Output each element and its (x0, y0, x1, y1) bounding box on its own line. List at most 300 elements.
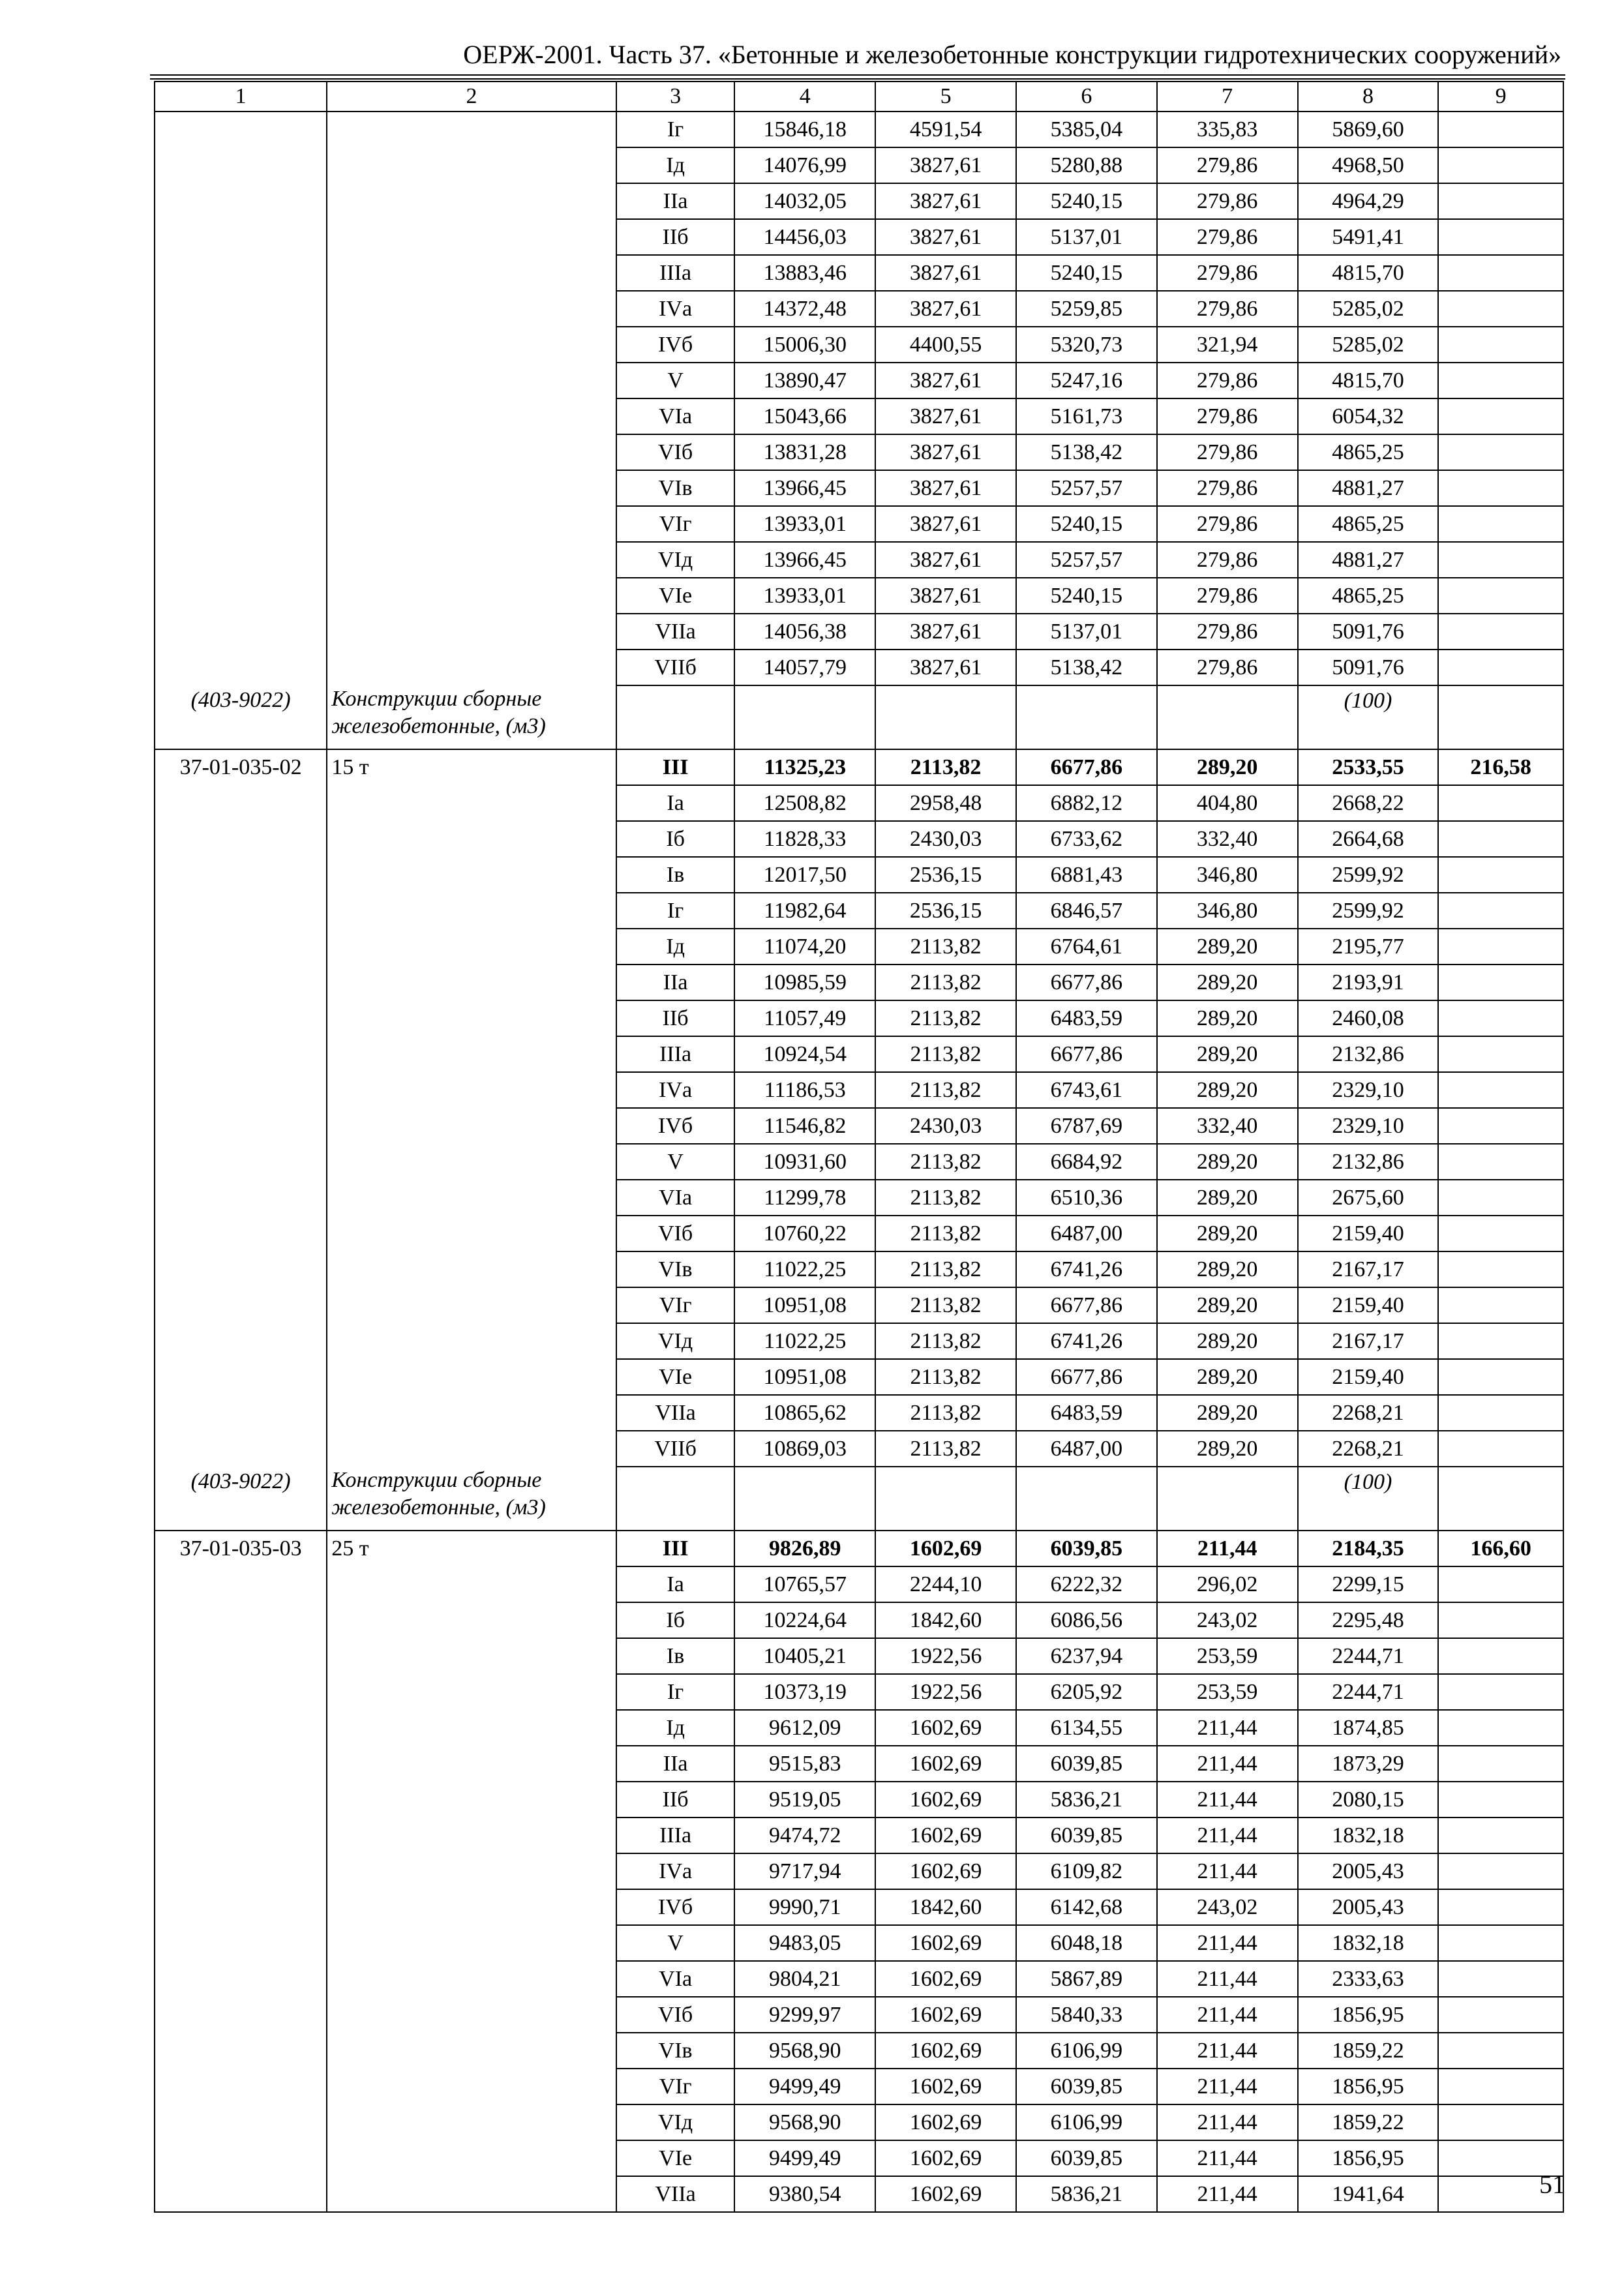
value-cell: 211,44 (1157, 1961, 1298, 1997)
item-code (155, 614, 327, 650)
zone-cell: VIв (616, 1251, 735, 1287)
value-cell: 1859,22 (1298, 2104, 1439, 2140)
value-cell: 211,44 (1157, 1925, 1298, 1961)
value-cell: 2132,86 (1298, 1144, 1439, 1180)
value-cell: 332,40 (1157, 821, 1298, 857)
value-cell: 2599,92 (1298, 893, 1439, 929)
value-cell: 9804,21 (734, 1961, 875, 1997)
value-cell: 10924,54 (734, 1036, 875, 1072)
col9-cell (1438, 1287, 1563, 1323)
item-name (327, 650, 616, 685)
col9-cell (1438, 650, 1563, 685)
value-cell: 6039,85 (1016, 1531, 1157, 1566)
item-code (155, 434, 327, 470)
item-code (155, 1144, 327, 1180)
item-code (155, 1108, 327, 1144)
table-row (155, 1036, 1563, 1072)
col9-cell (1438, 821, 1563, 857)
item-name (327, 327, 616, 363)
item-code (155, 1853, 327, 1889)
zone-cell: VIIа (616, 2176, 735, 2212)
value-cell: 3827,61 (875, 291, 1016, 327)
item-code (155, 542, 327, 578)
item-code (155, 1359, 327, 1395)
value-cell: 5240,15 (1016, 255, 1157, 291)
resource-quantity: (100) (1298, 1467, 1439, 1531)
value-cell: 14057,79 (734, 650, 875, 685)
item-name (327, 470, 616, 506)
item-code (155, 506, 327, 542)
col9-cell (1438, 578, 1563, 614)
value-cell: 2113,82 (875, 965, 1016, 1000)
item-code (155, 1395, 327, 1431)
col9-cell (1438, 398, 1563, 434)
value-cell: 2113,82 (875, 1431, 1016, 1467)
zone-cell: Iг (616, 1674, 735, 1710)
item-name (327, 1961, 616, 1997)
column-number-row (155, 82, 1563, 112)
value-cell: 6677,86 (1016, 965, 1157, 1000)
value-cell: 253,59 (1157, 1674, 1298, 1710)
value-cell: 6743,61 (1016, 1072, 1157, 1108)
value-cell: 14456,03 (734, 219, 875, 255)
resource-description: Конструкции сборные железобетонные, (м3) (327, 685, 616, 749)
value-cell: 9299,97 (734, 1997, 875, 2033)
item-code (155, 2069, 327, 2104)
item-name (327, 893, 616, 929)
value-cell: 1602,69 (875, 1818, 1016, 1853)
value-cell: 6487,00 (1016, 1216, 1157, 1251)
value-cell: 6677,86 (1016, 1036, 1157, 1072)
value-cell: 2430,03 (875, 821, 1016, 857)
value-cell: 11982,64 (734, 893, 875, 929)
zone-cell: Iб (616, 1602, 735, 1638)
col9-cell (1438, 1566, 1563, 1602)
value-cell: 279,86 (1157, 291, 1298, 327)
zone-cell: Iа (616, 1566, 735, 1602)
value-cell: 279,86 (1157, 578, 1298, 614)
item-name (327, 965, 616, 1000)
value-cell: 1602,69 (875, 2176, 1016, 2212)
value-cell: 6684,92 (1016, 1144, 1157, 1180)
item-code (155, 1889, 327, 1925)
column-header: 5 (875, 82, 1016, 112)
item-code (155, 2176, 327, 2212)
item-name (327, 147, 616, 183)
col9-cell: 166,60 (1438, 1531, 1563, 1566)
col9-cell (1438, 183, 1563, 219)
item-code (155, 327, 327, 363)
value-cell: 6881,43 (1016, 857, 1157, 893)
item-code (155, 1072, 327, 1108)
value-cell: 11057,49 (734, 1000, 875, 1036)
value-cell: 12017,50 (734, 857, 875, 893)
value-cell: 11546,82 (734, 1108, 875, 1144)
value-cell: 289,20 (1157, 749, 1298, 785)
table-row (155, 183, 1563, 219)
value-cell: 321,94 (1157, 327, 1298, 363)
value-cell: 289,20 (1157, 1000, 1298, 1036)
table-row (155, 1674, 1563, 1710)
col9-cell (1438, 1782, 1563, 1818)
value-cell: 2536,15 (875, 893, 1016, 929)
table-row (155, 650, 1563, 685)
document-title: ОЕРЖ-2001. Часть 37. «Бетонные и железобетонные конструкции гидротехнических сооружений» (463, 40, 1561, 69)
col9-cell (1438, 1997, 1563, 2033)
value-cell: 279,86 (1157, 363, 1298, 398)
value-cell: 9515,83 (734, 1746, 875, 1782)
value-cell: 1832,18 (1298, 1818, 1439, 1853)
column-header: 9 (1438, 82, 1563, 112)
zone-cell: V (616, 363, 735, 398)
value-cell: 6039,85 (1016, 2140, 1157, 2176)
value-cell: 2430,03 (875, 1108, 1016, 1144)
value-cell: 3827,61 (875, 542, 1016, 578)
value-cell: 10224,64 (734, 1602, 875, 1638)
value-cell: 2167,17 (1298, 1323, 1439, 1359)
item-code (155, 578, 327, 614)
value-cell: 279,86 (1157, 255, 1298, 291)
zone-cell: VIд (616, 542, 735, 578)
table-row (155, 1431, 1563, 1467)
value-cell: 6106,99 (1016, 2033, 1157, 2069)
col9-cell (1438, 929, 1563, 965)
table-row (155, 255, 1563, 291)
value-cell: 2533,55 (1298, 749, 1439, 785)
col9-cell (1438, 857, 1563, 893)
value-cell: 289,20 (1157, 1323, 1298, 1359)
table-row (155, 219, 1563, 255)
item-code (155, 1674, 327, 1710)
value-cell: 6054,32 (1298, 398, 1439, 434)
zone-cell: VIг (616, 506, 735, 542)
value-cell: 13831,28 (734, 434, 875, 470)
value-cell: 10760,22 (734, 1216, 875, 1251)
header-rule (150, 74, 1565, 76)
item-name (327, 578, 616, 614)
column-header: 3 (616, 82, 735, 112)
table-row (155, 363, 1563, 398)
value-cell: 13890,47 (734, 363, 875, 398)
item-code (155, 929, 327, 965)
value-cell: 1602,69 (875, 1997, 1016, 2033)
table-row (155, 857, 1563, 893)
value-cell: 6134,55 (1016, 1710, 1157, 1746)
value-cell: 2329,10 (1298, 1108, 1439, 1144)
zone-cell: IVб (616, 1889, 735, 1925)
table-row (155, 1216, 1563, 1251)
zone-cell: Iд (616, 1710, 735, 1746)
zone-cell: Iв (616, 1638, 735, 1674)
zone-cell: Iг (616, 893, 735, 929)
value-cell: 6846,57 (1016, 893, 1157, 929)
value-cell: 2333,63 (1298, 1961, 1439, 1997)
item-code (155, 1818, 327, 1853)
value-cell: 6222,32 (1016, 1566, 1157, 1602)
value-cell: 289,20 (1157, 1180, 1298, 1216)
value-cell: 4964,29 (1298, 183, 1439, 219)
value-cell: 211,44 (1157, 2176, 1298, 2212)
value-cell: 2167,17 (1298, 1251, 1439, 1287)
value-cell: 6109,82 (1016, 1853, 1157, 1889)
table-row (155, 1746, 1563, 1782)
value-cell: 2244,71 (1298, 1674, 1439, 1710)
value-cell: 2113,82 (875, 1036, 1016, 1072)
table-body (155, 112, 1563, 2212)
table-row (155, 614, 1563, 650)
item-name: 25 т (327, 1531, 616, 1566)
zone-cell: V (616, 1144, 735, 1180)
zone-cell: Iд (616, 147, 735, 183)
value-cell: 5867,89 (1016, 1961, 1157, 1997)
value-cell: 5240,15 (1016, 506, 1157, 542)
value-cell: 279,86 (1157, 614, 1298, 650)
item-name (327, 2033, 616, 2069)
zone-cell: IIб (616, 1782, 735, 1818)
table-row (155, 965, 1563, 1000)
column-header: 8 (1298, 82, 1439, 112)
item-code (155, 785, 327, 821)
value-cell: 346,80 (1157, 857, 1298, 893)
zone-cell: Iб (616, 821, 735, 857)
value-cell: 6039,85 (1016, 1746, 1157, 1782)
value-cell: 4591,54 (875, 112, 1016, 147)
value-cell: 289,20 (1157, 1431, 1298, 1467)
value-cell: 5138,42 (1016, 650, 1157, 685)
item-code (155, 1746, 327, 1782)
value-cell: 11022,25 (734, 1323, 875, 1359)
table-row (155, 2104, 1563, 2140)
table-row (155, 1710, 1563, 1746)
zone-cell: VIб (616, 1997, 735, 2033)
value-cell: 243,02 (1157, 1889, 1298, 1925)
value-cell: 6237,94 (1016, 1638, 1157, 1674)
value-cell: 13966,45 (734, 470, 875, 506)
col9-cell (1438, 112, 1563, 147)
zone-cell: VIд (616, 2104, 735, 2140)
zone-cell: VIг (616, 1287, 735, 1323)
item-name (327, 1144, 616, 1180)
value-cell: 5257,57 (1016, 542, 1157, 578)
value-cell: 10985,59 (734, 965, 875, 1000)
value-cell: 5280,88 (1016, 147, 1157, 183)
column-header: 2 (327, 82, 616, 112)
item-name (327, 1359, 616, 1395)
value-cell: 4815,70 (1298, 363, 1439, 398)
empty-cell (875, 685, 1016, 749)
value-cell: 4881,27 (1298, 470, 1439, 506)
value-cell: 2113,82 (875, 929, 1016, 965)
col9-cell (1438, 1925, 1563, 1961)
value-cell: 2244,71 (1298, 1638, 1439, 1674)
zone-cell: VIб (616, 434, 735, 470)
value-cell: 211,44 (1157, 2104, 1298, 2140)
value-cell: 279,86 (1157, 650, 1298, 685)
zone-cell: III (616, 749, 735, 785)
zone-cell: VIIб (616, 650, 735, 685)
value-cell: 243,02 (1157, 1602, 1298, 1638)
value-cell: 11325,23 (734, 749, 875, 785)
table-row (155, 1359, 1563, 1395)
value-cell: 10931,60 (734, 1144, 875, 1180)
value-cell: 3827,61 (875, 434, 1016, 470)
value-cell: 3827,61 (875, 650, 1016, 685)
value-cell: 279,86 (1157, 434, 1298, 470)
col9-cell (1438, 219, 1563, 255)
value-cell: 6039,85 (1016, 1818, 1157, 1853)
value-cell: 10765,57 (734, 1566, 875, 1602)
value-cell: 279,86 (1157, 398, 1298, 434)
value-cell: 6741,26 (1016, 1251, 1157, 1287)
table-row (155, 2069, 1563, 2104)
value-cell: 1874,85 (1298, 1710, 1439, 1746)
item-code (155, 821, 327, 857)
item-code (155, 398, 327, 434)
value-cell: 1602,69 (875, 1961, 1016, 1997)
value-cell: 9612,09 (734, 1710, 875, 1746)
value-cell: 14056,38 (734, 614, 875, 650)
value-cell: 211,44 (1157, 2033, 1298, 2069)
value-cell: 1602,69 (875, 2140, 1016, 2176)
zone-cell: Iд (616, 929, 735, 965)
item-code (155, 1997, 327, 2033)
item-name (327, 291, 616, 327)
value-cell: 3827,61 (875, 614, 1016, 650)
value-cell: 15043,66 (734, 398, 875, 434)
table-row (155, 1072, 1563, 1108)
col9-cell (1438, 542, 1563, 578)
value-cell: 2080,15 (1298, 1782, 1439, 1818)
value-cell: 2668,22 (1298, 785, 1439, 821)
col9-cell (1438, 1072, 1563, 1108)
value-cell: 211,44 (1157, 2140, 1298, 2176)
value-cell: 1842,60 (875, 1889, 1016, 1925)
value-cell: 2113,82 (875, 1180, 1016, 1216)
item-name (327, 255, 616, 291)
col9-cell (1438, 1818, 1563, 1853)
col9-cell (1438, 1108, 1563, 1144)
value-cell: 10373,19 (734, 1674, 875, 1710)
item-code (155, 1925, 327, 1961)
table-row (155, 1108, 1563, 1144)
empty-cell (875, 1467, 1016, 1531)
empty-cell (616, 685, 735, 749)
table-row (155, 1602, 1563, 1638)
col9-cell (1438, 1638, 1563, 1674)
value-cell: 289,20 (1157, 1036, 1298, 1072)
col9-cell (1438, 965, 1563, 1000)
resource-code: (403-9022) (155, 1467, 327, 1531)
value-cell: 6039,85 (1016, 2069, 1157, 2104)
item-name (327, 1889, 616, 1925)
table-row (155, 327, 1563, 363)
col9-cell (1438, 434, 1563, 470)
item-code (155, 147, 327, 183)
value-cell: 6510,36 (1016, 1180, 1157, 1216)
value-cell: 15846,18 (734, 112, 875, 147)
value-cell: 211,44 (1157, 1710, 1298, 1746)
value-cell: 211,44 (1157, 1782, 1298, 1818)
col9-cell (1438, 1144, 1563, 1180)
table-row (155, 434, 1563, 470)
value-cell: 1602,69 (875, 1853, 1016, 1889)
col9-cell (1438, 1323, 1563, 1359)
table-row (155, 1395, 1563, 1431)
item-name (327, 1072, 616, 1108)
value-cell: 279,86 (1157, 470, 1298, 506)
value-cell: 6142,68 (1016, 1889, 1157, 1925)
item-code (155, 1323, 327, 1359)
value-cell: 2299,15 (1298, 1566, 1439, 1602)
value-cell: 211,44 (1157, 1746, 1298, 1782)
value-cell: 6487,00 (1016, 1431, 1157, 1467)
empty-cell (1016, 685, 1157, 749)
item-code (155, 2033, 327, 2069)
value-cell: 3827,61 (875, 255, 1016, 291)
col9-cell (1438, 1251, 1563, 1287)
value-cell: 9483,05 (734, 1925, 875, 1961)
table-row (155, 470, 1563, 506)
value-cell: 4881,27 (1298, 542, 1439, 578)
value-cell: 13933,01 (734, 578, 875, 614)
page-number: 51 (1539, 2170, 1565, 2199)
table-row (155, 1782, 1563, 1818)
item-code (155, 1710, 327, 1746)
zone-cell: VIIб (616, 1431, 735, 1467)
table-row (155, 1853, 1563, 1889)
value-cell: 2113,82 (875, 1000, 1016, 1036)
value-cell: 14372,48 (734, 291, 875, 327)
value-cell: 1602,69 (875, 2104, 1016, 2140)
col9-cell (1438, 1180, 1563, 1216)
value-cell: 2113,82 (875, 749, 1016, 785)
value-cell: 13883,46 (734, 255, 875, 291)
table-row (155, 1818, 1563, 1853)
item-code (155, 650, 327, 685)
value-cell: 2005,43 (1298, 1889, 1439, 1925)
item-code (155, 1216, 327, 1251)
value-cell: 3827,61 (875, 398, 1016, 434)
value-cell: 2159,40 (1298, 1359, 1439, 1395)
value-cell: 1602,69 (875, 1531, 1016, 1566)
value-cell: 2599,92 (1298, 857, 1439, 893)
value-cell: 9499,49 (734, 2140, 875, 2176)
value-cell: 5137,01 (1016, 614, 1157, 650)
value-cell: 2664,68 (1298, 821, 1439, 857)
value-cell: 2675,60 (1298, 1180, 1439, 1216)
zone-cell: VIа (616, 1180, 735, 1216)
item-name (327, 542, 616, 578)
value-cell: 1922,56 (875, 1674, 1016, 1710)
table-row (155, 893, 1563, 929)
item-code (155, 1251, 327, 1287)
value-cell: 11828,33 (734, 821, 875, 857)
table-row (155, 1000, 1563, 1036)
zone-cell: VIе (616, 2140, 735, 2176)
value-cell: 2958,48 (875, 785, 1016, 821)
item-name (327, 1602, 616, 1638)
value-cell: 2268,21 (1298, 1431, 1439, 1467)
value-cell: 1602,69 (875, 2069, 1016, 2104)
value-cell: 1602,69 (875, 1782, 1016, 1818)
item-name (327, 1818, 616, 1853)
value-cell: 10951,08 (734, 1287, 875, 1323)
value-cell: 5091,76 (1298, 614, 1439, 650)
resource-code: (403-9022) (155, 685, 327, 749)
value-cell: 1856,95 (1298, 2069, 1439, 2104)
col9-cell (1438, 1359, 1563, 1395)
value-cell: 2244,10 (875, 1566, 1016, 1602)
